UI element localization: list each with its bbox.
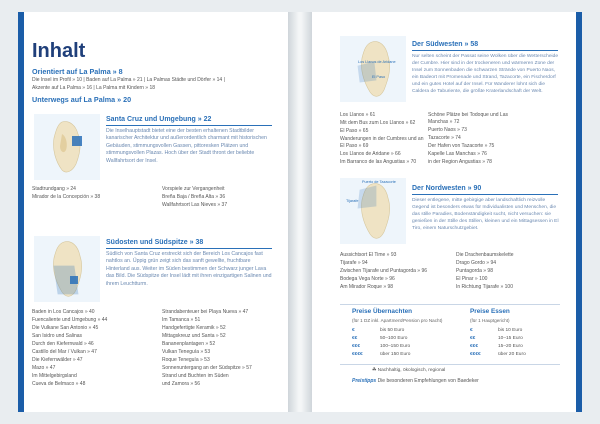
orientierung-line-2: Akzente auf La Palma » 16 | La Palma mit Kindern » 18 — [32, 85, 156, 91]
santa-cruz-entry-1: Stadtrundgang » 24 — [32, 186, 76, 192]
suedosten-entry-3: Die Vulkane San Antonio » 45 — [32, 325, 99, 331]
nordwesten-entry-6: Die Drachenbaumskelette — [456, 252, 514, 258]
nordwesten-entry-2: Tijarafe » 94 — [340, 260, 368, 266]
map-label-los-llanos: Los Llanos de Aridane — [358, 60, 396, 64]
hotel-price-row-4: €€€€ über 150 Euro — [352, 352, 411, 357]
santa-cruz-title: Santa Cruz und Umgebung » 22 — [106, 116, 212, 123]
santa-cruz-entry-5: Wallfahrtsort Las Nieves » 37 — [162, 202, 228, 208]
santa-cruz-entry-4: Breña Baja / Breña Alta » 36 — [162, 194, 226, 200]
nordwesten-entry-8: Puntagorda » 98 — [456, 268, 493, 274]
suedwesten-entry-8: Puerto Naos » 73 — [428, 127, 467, 133]
hotel-price-row-2: €€ 50–100 Euro — [352, 336, 408, 341]
map-label-tijarafe: Tijarafe — [346, 199, 359, 203]
right-edge-bar — [576, 12, 582, 412]
suedosten-entry-15: Bananenplantagen » 52 — [162, 341, 216, 347]
map-label-puerto-tazacorte: Puerto de Tazacorte — [362, 180, 396, 184]
food-prices-heading: Preise Essen — [470, 308, 510, 315]
orientierung-heading: Orientiert auf La Palma » 8 — [32, 67, 123, 76]
suedwesten-title: Der Südwesten » 58 — [412, 41, 479, 48]
santa-cruz-rule — [106, 125, 272, 126]
suedosten-entry-5: Durch den Kiefernwald » 46 — [32, 341, 94, 347]
suedosten-entry-14: Mittagskreuz und Santa » 52 — [162, 333, 226, 339]
suedosten-entry-7: Die Kiefernwälder » 47 — [32, 357, 83, 363]
suedwesten-entry-12: in der Region Angustias » 78 — [428, 159, 492, 165]
hotel-price-row-1: € bis 50 Euro — [352, 328, 405, 333]
suedwesten-entry-2: Mit dem Bus zum Los Llanos » 62 — [340, 120, 416, 126]
suedosten-entry-10: Cueva de Belmaco » 48 — [32, 381, 86, 387]
suedwesten-entry-3: El Paso » 65 — [340, 128, 369, 134]
nordwesten-entry-4: Bodega Vega Norte » 96 — [340, 276, 395, 282]
suedosten-entry-2: Fuencaliente und Umgebung » 44 — [32, 317, 108, 323]
prices-top-line — [340, 304, 560, 305]
suedwesten-entry-11: Kapelle Las Manchas » 76 — [428, 151, 487, 157]
nordwesten-title: Der Nordwesten » 90 — [412, 185, 482, 192]
suedosten-title: Südosten und Südspitze » 38 — [106, 239, 204, 246]
suedosten-entry-19: Strand und Buchten im Süden — [162, 373, 229, 379]
suedwesten-entry-1: Los Llanos » 61 — [340, 112, 376, 118]
prices-bottom-line — [340, 364, 560, 365]
nordwesten-entry-1: Aussichtsort El Time » 93 — [340, 252, 397, 258]
suedosten-entry-8: Mazo » 47 — [32, 365, 56, 371]
suedosten-entry-18: Sonnenuntergang an der Südspitze » 57 — [162, 365, 252, 371]
suedosten-entry-20: und Zamora » 56 — [162, 381, 201, 387]
map-suedwesten — [340, 36, 406, 102]
suedwesten-entry-7: Schöne Plätze bei Todoque und Las Manchas » 72 — [428, 112, 508, 126]
suedosten-rule — [106, 248, 272, 249]
suedosten-entry-4: San Isidro und Salinas — [32, 333, 83, 339]
suedwesten-entry-9: Tazacorte » 74 — [428, 135, 461, 141]
map-label-el-paso: El Paso — [372, 75, 386, 79]
nordwesten-entry-5: Am Mirador Roque » 98 — [340, 284, 394, 290]
food-price-row-2: €€ 10–15 Euro — [470, 336, 523, 341]
nordwesten-entry-9: El Pinar » 100 — [456, 276, 488, 282]
nordwesten-rule — [412, 194, 558, 195]
food-prices-subtitle: (für 1 Hauptgericht) — [470, 318, 510, 323]
suedwesten-rule — [412, 50, 558, 51]
suedosten-entry-17: Roque Teneguía » 53 — [162, 357, 210, 363]
brand-note: Preistipps Die besonderen Empfehlungen von Baedeker — [352, 378, 479, 384]
suedosten-entry-16: Vulkan Teneguía » 53 — [162, 349, 211, 355]
suedosten-entry-1: Baden in Los Cancajos » 40 — [32, 309, 95, 315]
map-nordwesten — [340, 178, 406, 244]
nordwesten-entry-10: In Richtung Tijarafe » 100 — [456, 284, 513, 290]
orientierung-line-1: Die Insel im Profil » 10 | Baden auf La Palma » 21 | La Palmas Städte und Dörfer » 14 | — [32, 77, 225, 83]
suedwesten-description: Nur selten scheint der Passat seine Wolken über die Wetterscheide der Cumbre. Hier sind in der trockeneren und wärmeren Zone der Insel zum Sonnenbaden die schwarzen Strände von Puerto Naos, ein Badeort mit Promenade und Strand, Tazacorte, ein Fischerdorf und ein gutes Hotel auf der Insel. Für Wanderer lohnt sich die Caldera de Taburiente, die größte Kraterlandschaft der Welt. — [412, 54, 559, 94]
santa-cruz-entry-2: Mirador de la Concepción » 38 — [32, 194, 101, 200]
suedwesten-entry-5: Los Llanos de Aridane » 66 — [340, 151, 401, 157]
hotel-price-row-3: €€€ 100–150 Euro — [352, 344, 411, 349]
suedosten-entry-12: Im Tamanca » 51 — [162, 317, 201, 323]
page-title: Inhalt — [32, 40, 86, 62]
suedosten-entry-6: Castillo del Mar / Vulkan » 47 — [32, 349, 97, 355]
santa-cruz-description: Die Inselhauptstadt bietet eine der besten erhaltenen Stadtbilder kanarischer Architektur und außerordentlich charmant mit historischen Gebäuden, stimmungsvollen Gassen, pittoresken Plätzen und stimmungsvollen Plazas. Hoch über der Stadt thront der beliebte Wallfahrtsort der Insel. — [106, 128, 267, 164]
suedosten-entry-13: Handgefertigte Keramik » 52 — [162, 325, 226, 331]
suedwesten-entry-10: Der Hafen von Tazacorte » 75 — [428, 143, 495, 149]
nordwesten-description: Dieser entlegene, mitte gebirgige aber landschaftlich reizvolle Gegend ist besonders etwas für Individualisten und Menschen, die das stille Paradies, Bodenständigkeit sucht, nicht versuchen: sie genießen in der Stille des Stillen, kleinen und ein Mittagsessen in El Tiro, einem Naturschutzgebiet. — [412, 198, 559, 231]
unterwegs-heading: Unterwegs auf La Palma » 20 — [32, 95, 132, 104]
suedwesten-entry-6: Im Barranco de las Angustias » 70 — [340, 159, 417, 165]
food-price-row-4: €€€€ über 20 Euro — [470, 352, 526, 357]
book-gutter — [288, 12, 312, 412]
suedwesten-entry-4: Wanderungen in der Cumbres und an El Paso » 69 — [340, 136, 424, 150]
nordwesten-entry-3: Zwischen Tijarafe und Puntagorda » 96 — [340, 268, 427, 274]
hotel-prices-heading: Preise Übernachten — [352, 308, 413, 315]
map-suedosten — [34, 236, 100, 302]
hotel-prices-subtitle: (für 1 DZ inkl. Apartment/Pension pro Nacht) — [352, 318, 443, 323]
sustainability-note: ☘ Nachhaltig, ökologisch, regional — [372, 368, 446, 373]
map-santa-cruz — [34, 114, 100, 180]
suedosten-entry-9: Im Mittelgebirgsland — [32, 373, 77, 379]
suedosten-description: Südlich von Santa Cruz erstreckt sich der Bereich Los Cancajos fast nahtlos an. Üppig grün zeigt sich das sanft gewellte, fruchtbare Hinterland aus. Weiter im Süden bestimmen der Schwarz junger Lava das Bild. Die Südspitze der Insel lädt mit ihren einzigartigen Salinen und ihrem Leuchtturm. — [106, 251, 272, 287]
food-price-row-3: €€€ 15–20 Euro — [470, 344, 523, 349]
nordwesten-entry-7: Drago Gordo » 94 — [456, 260, 497, 266]
santa-cruz-entry-3: Vorspiele zur Vergangenheit — [162, 186, 225, 192]
food-price-row-1: € bis 10 Euro — [470, 328, 523, 333]
suedosten-entry-11: Strandabenteuer bei Playa Nueva » 47 — [162, 309, 249, 315]
